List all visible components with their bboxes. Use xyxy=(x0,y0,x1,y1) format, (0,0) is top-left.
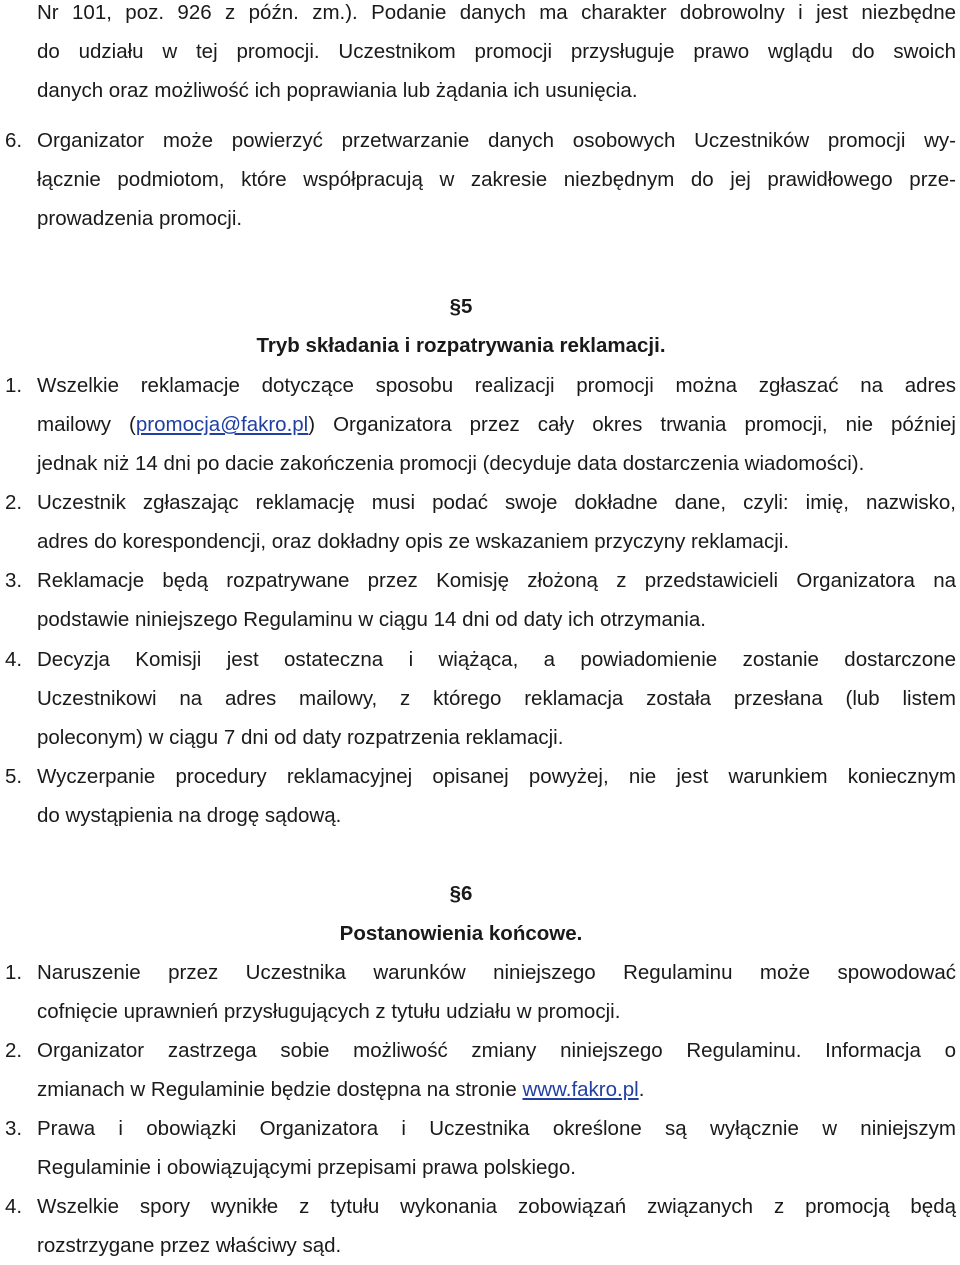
list-item-line: Wszelkie spory wynikłe z tytułu wykonania zobowiązań związanych z promocją będą xyxy=(37,1195,956,1218)
list-item-line: Prawa i obowiązki Organizatora i Uczestnika określone są wyłącznie w niniejszym xyxy=(37,1117,956,1140)
list-number: 1. xyxy=(5,961,23,984)
list-number: 4. xyxy=(5,1195,23,1218)
list-item-line: Wyczerpanie procedury reklamacyjnej opisanej powyżej, nie jest warunkiem koniecznym xyxy=(37,765,956,788)
section-title: Tryb składania i rozpatrywania reklamacji. xyxy=(256,334,666,357)
text-span: mailowy ( xyxy=(37,413,136,436)
section-heading: §5 xyxy=(449,295,473,318)
list-item-line: Reklamacje będą rozpatrywane przez Komisję złożoną z przedstawicieli Organizatora na xyxy=(37,569,956,592)
list-item-line: podstawie niniejszego Regulaminu w ciągu 14 dni od daty ich otrzymania. xyxy=(37,608,706,631)
list-item-line: Uczestnikowi na adres mailowy, z którego reklamacja została przesłana (lub listem xyxy=(37,687,956,710)
list-item-line: Uczestnik zgłaszając reklamację musi podać swoje dokładne dane, czyli: imię, nazwisko, xyxy=(37,491,956,514)
list-item-line: Organizator zastrzega sobie możliwość zmiany niniejszego Regulaminu. Informacja o xyxy=(37,1039,956,1062)
list-item-line: prowadzenia promocji. xyxy=(37,207,243,230)
list-number: 1. xyxy=(5,374,23,397)
list-number: 5. xyxy=(5,765,23,788)
list-item-line: jednak niż 14 dni po dacie zakończenia promocji (decyduje data dostarczenia wiadomości). xyxy=(37,452,865,475)
website-link[interactable]: www.fakro.pl xyxy=(522,1078,639,1101)
paragraph-line: Nr 101, poz. 926 z późn. zm.). Podanie danych ma charakter dobrowolny i jest niezbędne xyxy=(37,1,956,24)
list-number: 3. xyxy=(5,1117,23,1140)
list-number: 4. xyxy=(5,648,23,671)
list-item-line: łącznie podmiotom, które współpracują w zakresie niezbędnym do jej prawidłowego prze- xyxy=(37,168,956,191)
list-item-line: Regulaminie i obowiązującymi przepisami prawa polskiego. xyxy=(37,1156,576,1179)
email-link[interactable]: promocja@fakro.pl xyxy=(135,413,309,436)
text-span: ) Organizatora przez cały okres trwania promocji, nie później xyxy=(308,413,956,436)
list-item-line: cofnięcie uprawnień przysługujących z tytułu udziału w promocji. xyxy=(37,1000,621,1023)
list-item-line: Wszelkie reklamacje dotyczące sposobu realizacji promocji można zgłaszać na adres xyxy=(37,374,956,397)
list-number: 2. xyxy=(5,491,23,514)
list-item-line: Decyzja Komisji jest ostateczna i wiążąca, a powiadomienie zostanie dostarczone xyxy=(37,648,956,671)
section-heading: §6 xyxy=(449,882,473,905)
text-span: zmianach w Regulaminie będzie dostępna na stronie xyxy=(37,1078,523,1101)
section-title: Postanowienia końcowe. xyxy=(339,922,583,945)
list-number: 2. xyxy=(5,1039,23,1062)
paragraph-line: do udziału w tej promocji. Uczestnikom promocji przysługuje prawo wglądu do swoich xyxy=(37,40,956,63)
list-item-line xyxy=(37,1070,956,1109)
list-number: 3. xyxy=(5,569,23,592)
list-number: 6. xyxy=(5,129,23,152)
list-item-line: Naruszenie przez Uczestnika warunków niniejszego Regulaminu może spowodować xyxy=(37,961,956,984)
list-item-line xyxy=(37,405,956,444)
list-item-line: poleconym) w ciągu 7 dni od daty rozpatrzenia reklamacji. xyxy=(37,726,564,749)
list-item-line: adres do korespondencji, oraz dokładny opis ze wskazaniem przyczyny reklamacji. xyxy=(37,530,790,553)
text-span: . xyxy=(638,1078,645,1101)
list-item-line: rozstrzygane przez właściwy sąd. xyxy=(37,1234,342,1257)
paragraph-line: danych oraz możliwość ich poprawiania lub żądania ich usunięcia. xyxy=(37,79,638,102)
list-item-line: Organizator może powierzyć przetwarzanie danych osobowych Uczestników promocji wy- xyxy=(37,129,956,152)
list-item-line: do wystąpienia na drogę sądową. xyxy=(37,804,342,827)
